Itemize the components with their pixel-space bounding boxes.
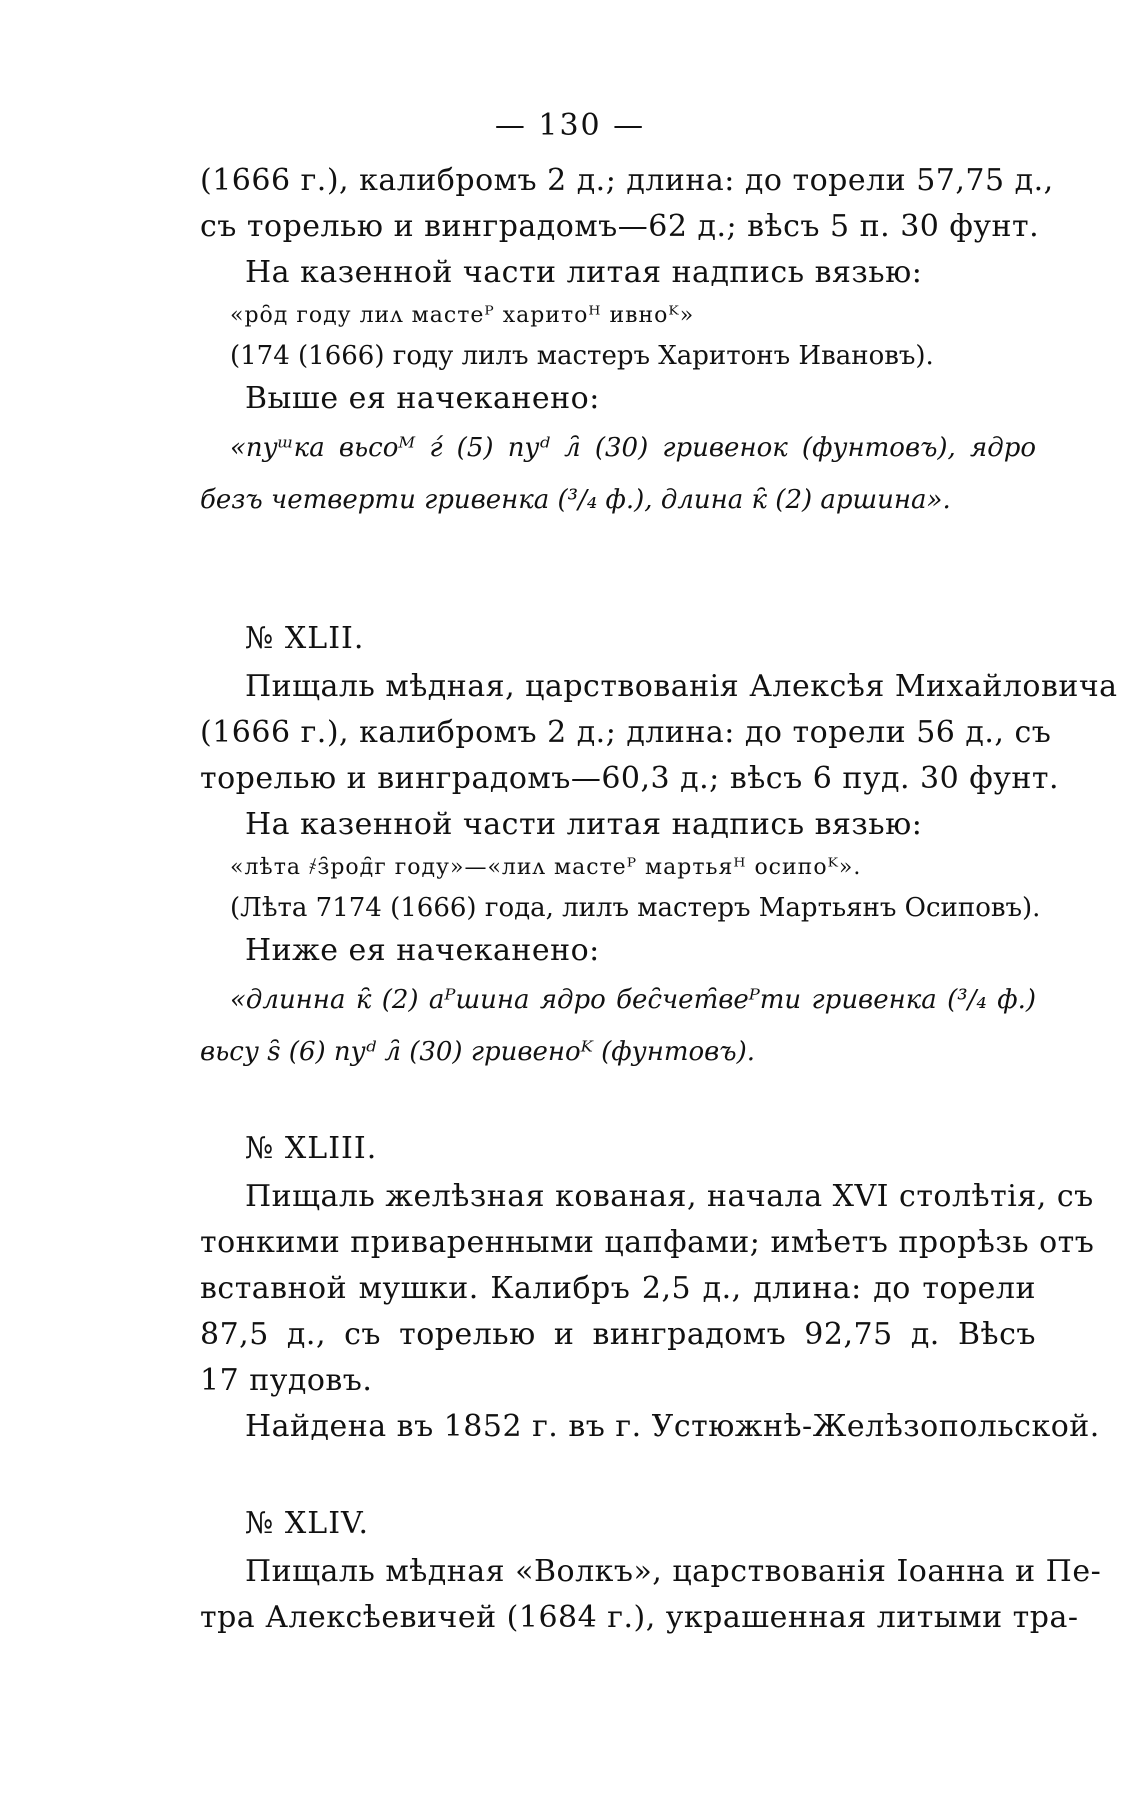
- section-heading: № XLIV.: [245, 1506, 370, 1541]
- paragraph-line: съ торелью и винградомъ—62 д.; вѣсъ 5 п. 30 фунт.: [200, 209, 1040, 244]
- page-number: — 130 —: [494, 108, 646, 143]
- slavonic-inscription: «ро̑д году лиᴧ мастеᴾ харитоᴴ ивноᴷ»: [230, 303, 695, 328]
- section-heading: № XLII.: [245, 621, 365, 656]
- inscription-label: На казенной части литая надпись вязью:: [245, 255, 923, 290]
- paragraph-line: 17 пудовъ.: [200, 1363, 373, 1398]
- paragraph-line: Пищаль мѣдная, царствованія Алексѣя Михайловича: [245, 669, 1118, 704]
- paragraph-line: Пищаль желѣзная кованая, начала XVI столѣтія, съ: [245, 1179, 1094, 1214]
- inscription-transliteration: (174 (1666) году лилъ мастеръ Харитонъ Ивановъ).: [230, 341, 934, 371]
- engraved-text-line: «пуᵚка вьсоᴹ ѓ (5) пуᵈ л̑ (30) гривенок (фунтовъ), ядро: [230, 433, 1036, 463]
- engraving-label: Ниже ея начеканено:: [245, 933, 600, 968]
- engraved-text-line: безъ четверти гривенка (³/₄ ф.), длина к̑ (2) аршина».: [200, 485, 951, 515]
- slavonic-inscription: «лѣта ҂з̑род̑ᴦ году»—«лиᴧ мастеᴾ мартьяᴴ осипоᴷ».: [230, 855, 862, 880]
- section-heading: № XLIII.: [245, 1131, 378, 1166]
- paragraph-line: Пищаль мѣдная «Волкъ», царствованія Іоанна и Пе-: [245, 1554, 1102, 1589]
- section-xliv: [200, 1475, 1102, 1641]
- engraved-text-line: «длинна к̑ (2) аᴾшина ядро бес̑чет̑веᴾти гривенка (³/₄ ф.): [230, 985, 1036, 1015]
- paragraph-line: тра Алексѣевичей (1684 г.), украшенная литыми тра-: [200, 1600, 1079, 1635]
- section-xli-tail: [200, 158, 1054, 526]
- inscription-label: На казенной части литая надпись вязью:: [245, 807, 923, 842]
- paragraph-line: 87,5 д., съ торелью и винградомъ 92,75 д. Вѣсъ: [200, 1317, 1036, 1352]
- inscription-transliteration: (Лѣта 7174 (1666) года, лилъ мастеръ Мартьянъ Осиповъ).: [230, 893, 1041, 923]
- paragraph-line: (1666 г.), калибромъ 2 д.; длина: до торели 57,75 д.,: [200, 163, 1054, 198]
- section-xlii: [200, 590, 1118, 1078]
- section-xliii: [200, 1100, 1100, 1450]
- paragraph-line: вставной мушки. Калибръ 2,5 д., длина: до торели: [200, 1271, 1036, 1306]
- engraved-text-line: вьсу ѕ̑ (6) пуᵈ л̑ (30) гривеноᴷ (фунтовъ).: [200, 1037, 756, 1067]
- engraving-label: Выше ея начеканено:: [245, 381, 600, 416]
- paragraph-line: тонкими приваренными цапфами; имѣетъ прорѣзь отъ: [200, 1225, 1095, 1260]
- found-location: Найдена въ 1852 г. въ г. Устюжнѣ-Желѣзопольской.: [245, 1409, 1100, 1444]
- paragraph-line: (1666 г.), калибромъ 2 д.; длина: до торели 56 д., съ: [200, 715, 1052, 750]
- paragraph-line: торелью и винградомъ—60,3 д.; вѣсъ 6 пуд. 30 фунт.: [200, 761, 1060, 796]
